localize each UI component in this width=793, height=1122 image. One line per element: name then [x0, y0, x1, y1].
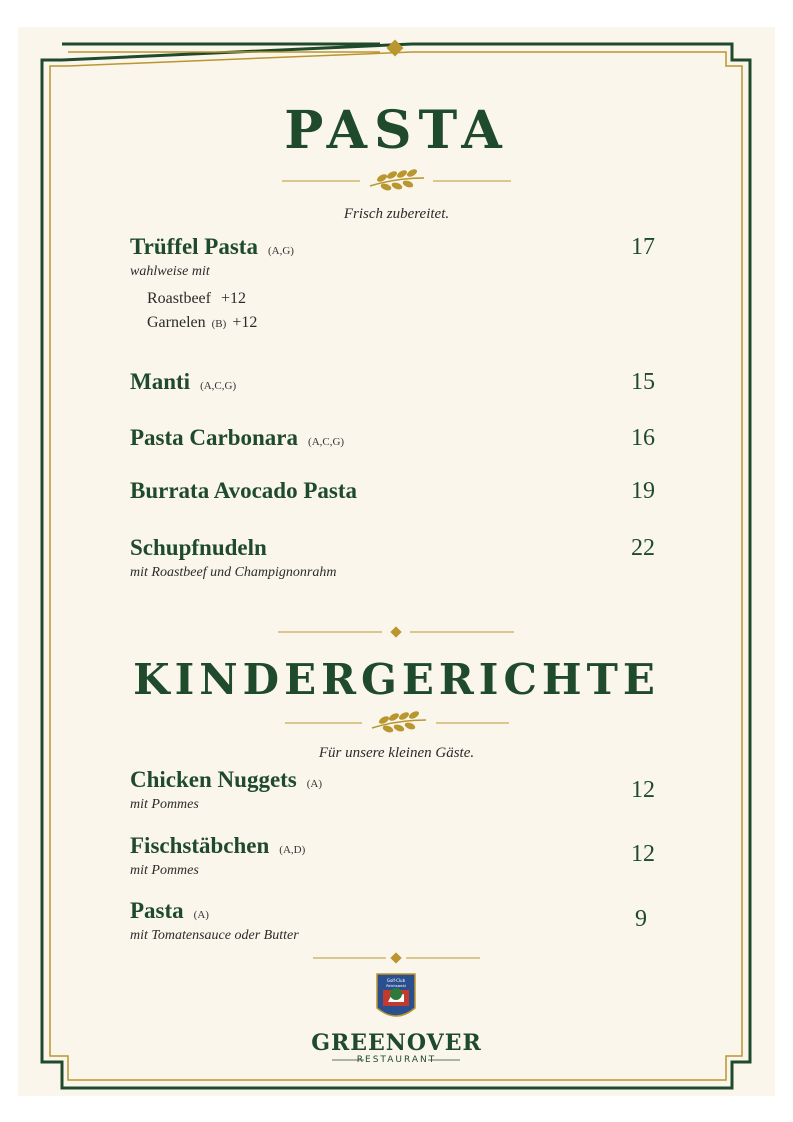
item-price: 15 [631, 369, 655, 395]
item-price: 19 [631, 478, 655, 504]
item-allergens: (A) [306, 778, 323, 790]
item-allergens: (A,C,G) [308, 436, 345, 448]
option-roastbeef [147, 290, 655, 308]
item-price: 12 [631, 777, 655, 803]
menu-item-fischstaebchen [130, 833, 655, 879]
item-price: 17 [631, 234, 655, 260]
option-price: +12 [232, 314, 258, 331]
item-price: 9 [635, 906, 647, 932]
item-price: 12 [631, 841, 655, 867]
option-garnelen [147, 314, 655, 332]
brand-subtitle: RESTAURANT [356, 1055, 437, 1065]
menu-item-trueffel-pasta [130, 234, 655, 332]
item-allergens: (A,G) [267, 245, 294, 257]
diamond-ornament [390, 952, 401, 963]
item-allergens: (A,C,G) [200, 380, 237, 392]
option-allergens: (B) [211, 318, 227, 330]
menu-item-kinder-pasta [130, 898, 655, 944]
option-name: Roastbeef [147, 290, 211, 307]
item-description: wahlweise mit [130, 264, 210, 279]
item-name: Schupfnudeln [130, 535, 267, 560]
item-name: Fischstäbchen [130, 833, 270, 858]
menu-item-pasta-carbonara [130, 425, 655, 451]
pasta-section-title: PASTA [284, 100, 509, 161]
item-name: Trüffel Pasta [130, 234, 258, 259]
item-name: Chicken Nuggets [130, 767, 297, 792]
diamond-ornament [390, 626, 401, 637]
pasta-subtitle: Frisch zubereitet. [343, 206, 450, 222]
kinder-subtitle: Für unsere kleinen Gäste. [318, 745, 475, 761]
top-diamond-ornament [387, 40, 404, 57]
kinder-section-title: KINDERGERICHTE [133, 655, 660, 704]
item-name: Burrata Avocado Pasta [130, 478, 358, 503]
menu-item-manti [130, 369, 655, 395]
item-description: mit Tomatensauce oder Butter [130, 928, 299, 943]
item-price: 22 [631, 535, 655, 561]
brand-name: GREENOVER [311, 1030, 482, 1056]
menu-item-burrata-avocado-pasta [130, 478, 655, 504]
option-price: +12 [220, 290, 247, 307]
crest-logo [377, 974, 415, 1016]
menu-item-schupfnudeln [130, 535, 655, 581]
item-description: mit Roastbeef und Champignonrahm [130, 565, 337, 580]
menu-item-chicken-nuggets [130, 767, 655, 813]
item-allergens: (A) [193, 909, 209, 921]
item-description: mit Pommes [130, 863, 199, 878]
laurel-icon [372, 710, 426, 733]
svg-text:Golf-Club: Golf-Club [386, 978, 406, 983]
laurel-icon [370, 168, 424, 191]
item-name: Pasta [130, 898, 184, 923]
item-allergens: (A,D) [279, 844, 306, 856]
option-name: Garnelen [147, 314, 206, 331]
item-description: mit Pommes [130, 797, 199, 812]
item-price: 16 [631, 425, 655, 451]
item-name: Manti [130, 369, 191, 394]
svg-text:Reichswald: Reichswald [386, 984, 406, 988]
item-name: Pasta Carbonara [130, 425, 299, 450]
